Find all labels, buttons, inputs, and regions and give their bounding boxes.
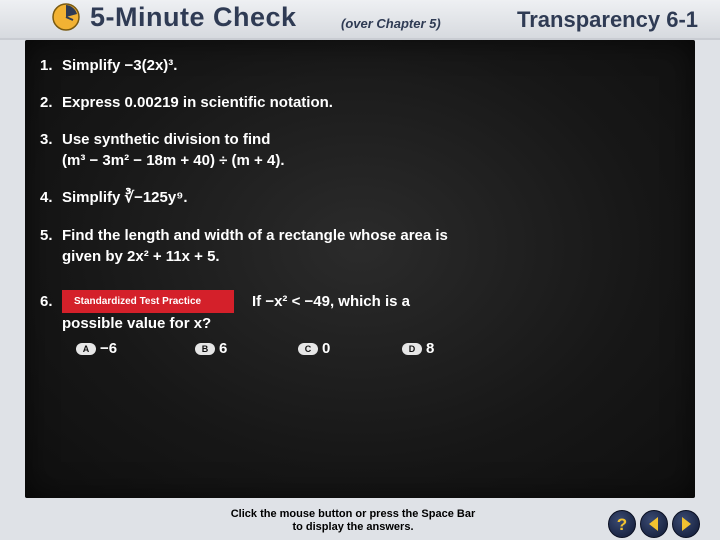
help-button[interactable] (608, 510, 636, 538)
choice-letter: B (195, 343, 215, 355)
question-text: Express 0.00219 in scientific notation. (62, 94, 333, 111)
question-text: Use synthetic division to find (62, 131, 271, 148)
question-text: Find the length and width of a rectangle whose area is (62, 227, 448, 244)
previous-button[interactable] (640, 510, 668, 538)
choice-letter: A (76, 343, 96, 355)
clock-icon (51, 2, 81, 32)
next-button[interactable] (672, 510, 700, 538)
question-3 (40, 129, 285, 171)
page-subtitle: (over Chapter 5) (341, 16, 441, 31)
question-text: Simplify ∛−125y⁹. (62, 189, 188, 206)
question-icon (609, 511, 635, 537)
question-text: Simplify −3(2x)³. (62, 57, 178, 74)
choice-value: 0 (322, 340, 331, 357)
standardized-test-badge: Standardized Test Practice (62, 290, 234, 313)
question-number: 3. (40, 131, 53, 148)
page-title: 5-Minute Check (90, 2, 297, 32)
question-text-continued: possible value for x? (62, 315, 212, 332)
choice-d[interactable] (402, 340, 434, 358)
question-number: 1. (40, 57, 53, 74)
choice-b[interactable] (195, 340, 227, 358)
question-6 (40, 290, 410, 334)
question-text-continued: (m³ − 3m² − 18m + 40) ÷ (m + 4). (62, 152, 285, 169)
question-text-continued: given by 2x² + 11x + 5. (62, 248, 220, 265)
question-5 (40, 225, 448, 267)
question-2 (40, 92, 333, 113)
choice-value: 8 (426, 340, 435, 357)
choice-c[interactable] (298, 340, 330, 358)
question-number: 5. (40, 227, 53, 244)
question-glyph: ? (616, 515, 628, 534)
question-number: 2. (40, 94, 53, 111)
question-text: If −x² < −49, which is a (252, 293, 410, 310)
footer-instruction: Click the mouse button or press the Space Bar to display the answers. (230, 508, 476, 533)
transparency-label: Transparency 6-1 (517, 7, 698, 32)
question-number: 6. (40, 293, 53, 310)
question-1 (40, 55, 177, 76)
previous-icon (641, 511, 667, 537)
choice-letter: C (298, 343, 318, 355)
next-icon (673, 511, 699, 537)
choice-letter: D (402, 343, 422, 355)
question-number: 4. (40, 189, 53, 206)
choice-value: −6 (100, 340, 118, 357)
question-4 (40, 187, 188, 208)
choice-a[interactable] (76, 340, 117, 358)
choice-value: 6 (219, 340, 228, 357)
